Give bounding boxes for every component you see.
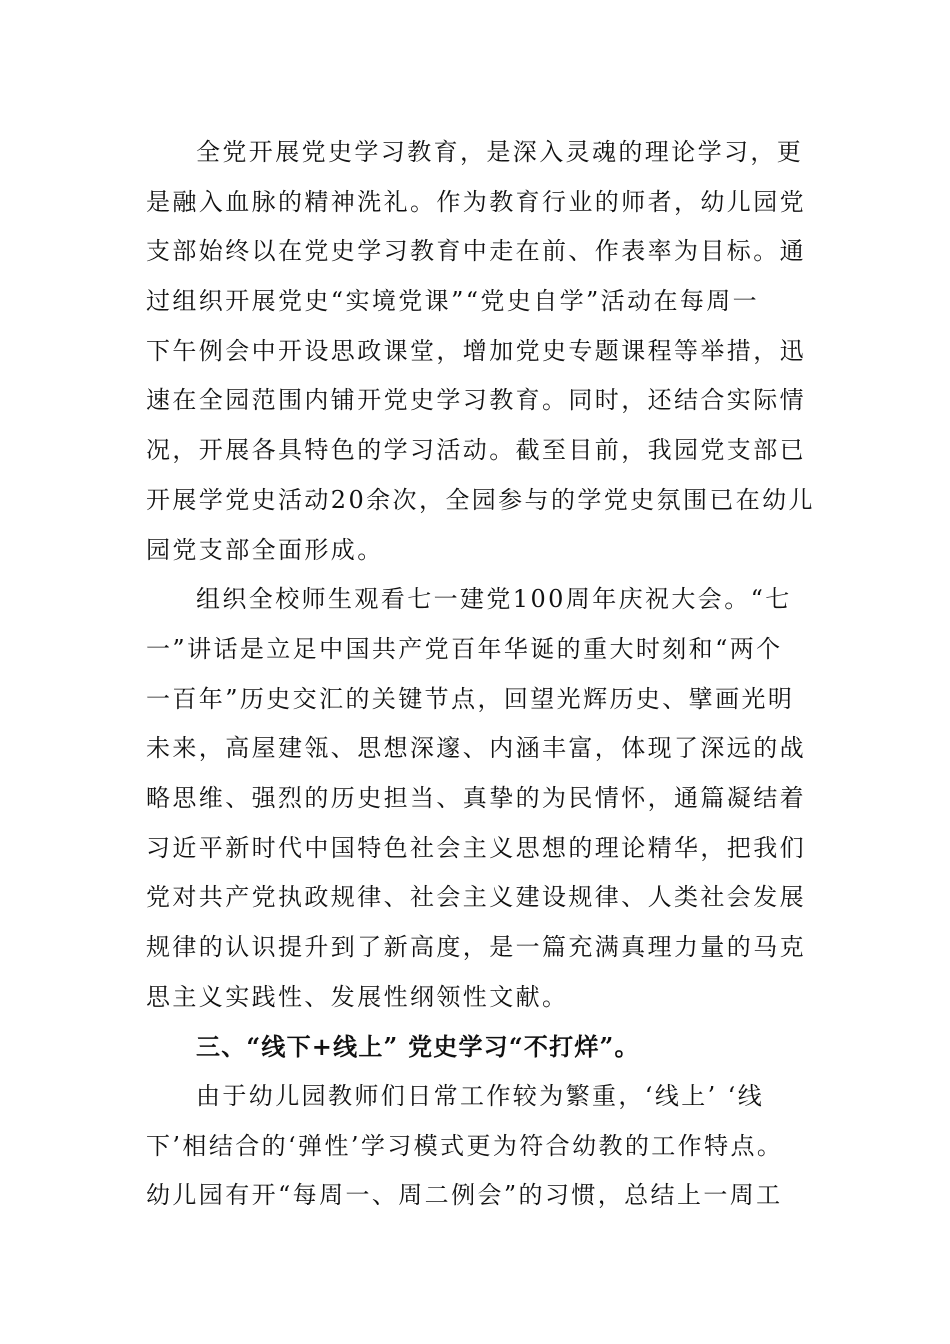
- paragraph-1-line-1: 全党开展党史学习教育，是深入灵魂的理论学习，更: [196, 138, 804, 166]
- paragraph-2-line-2: 一”讲话是立足中国共产党百年华诞的重大时刻和“两个: [146, 634, 783, 663]
- paragraph-2-line-9: 思主义实践性、发展性纲领性文献。: [146, 982, 569, 1011]
- paragraph-1-line-8: 开展学党史活动20余次，全园参与的学党史氛围已在幼儿: [146, 485, 815, 514]
- paragraph-1-line-2: 是融入血脉的精神洗礼。作为教育行业的师者，幼儿园党: [146, 187, 806, 216]
- paragraph-3-line-3: 幼儿园有开“每周一、周二例会”的习惯，总结上一周工: [146, 1181, 783, 1210]
- paragraph-3-line-1: 由于幼儿园教师们日常工作较为繁重，‘线上’ ‘线: [196, 1082, 765, 1111]
- paragraph-1-line-7: 况，开展各具特色的学习活动。截至目前，我园党支部已: [146, 436, 806, 465]
- paragraph-2-line-4: 未来，高屋建瓴、思想深邃、内涵丰富，体现了深远的战: [146, 734, 806, 763]
- paragraph-3-line-2: 下’相结合的‘弹性’学习模式更为符合幼教的工作特点。: [146, 1131, 784, 1160]
- paragraph-2-line-6: 习近平新时代中国特色社会主义思想的理论精华，把我们: [146, 833, 806, 862]
- paragraph-1-line-6: 速在全园范围内铺开党史学习教育。同时，还结合实际情: [146, 386, 806, 415]
- paragraph-2-line-8: 规律的认识提升到了新高度，是一篇充满真理力量的马克: [146, 933, 806, 961]
- paragraph-2-line-7: 党对共产党执政规律、社会主义建设规律、人类社会发展: [146, 883, 806, 912]
- paragraph-1-line-9: 园党支部全面形成。: [146, 535, 384, 564]
- section-heading: 三、“线下+线上” 党史学习“不打烊”。: [196, 1032, 640, 1062]
- body-text: [146, 128, 815, 1221]
- paragraph-2-line-3: 一百年”历史交汇的关键节点，回望光辉历史、擘画光明: [146, 684, 795, 713]
- paragraph-1-line-4: 过组织开展党史“实境党课”“党史自学”活动在每周一: [146, 287, 760, 316]
- paragraph-2-line-5: 略思维、强烈的历史担当、真挚的为民情怀，通篇凝结着: [146, 783, 806, 812]
- paragraph-1-line-3: 支部始终以在党史学习教育中走在前、作表率为目标。通: [146, 237, 806, 266]
- paragraph-2-line-1: 组织全校师生观看七一建党100周年庆祝大会。“七: [196, 585, 792, 614]
- paragraph-1-line-5: 下午例会中开设思政课堂，增加党史专题课程等举措，迅: [146, 336, 806, 365]
